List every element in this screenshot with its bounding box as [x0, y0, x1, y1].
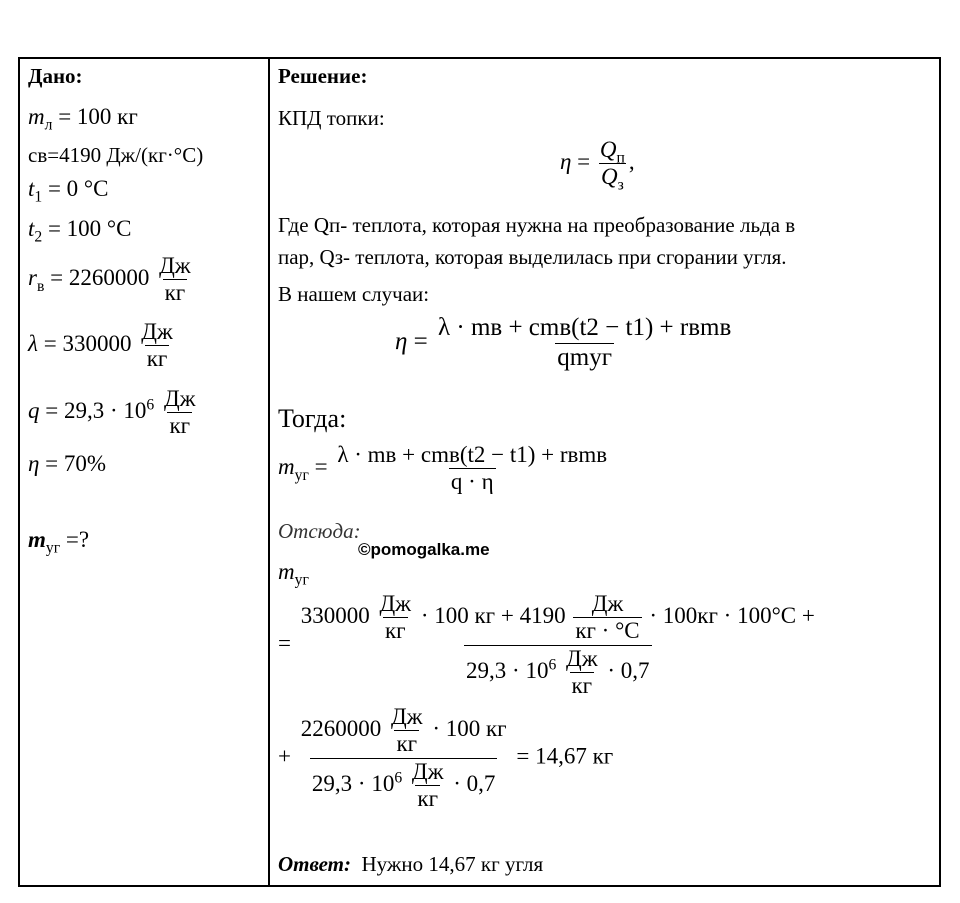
given-specific-heat: cв=4190 Дж/(кг·°С) [28, 143, 204, 167]
calculation-part-2: + 2260000 $\frac{Дж}{кг}$ · 100 кг $29,3 \cdot 10^6$ $\frac{Дж}{кг}$ · 0,7 = 14,67 кг [278, 704, 614, 812]
mass-symbol: $m_{уг}$ [278, 559, 309, 589]
task-table [18, 57, 941, 887]
given-t1: $t_1 = 0$ °C [28, 176, 109, 206]
answer-line: Ответ: Нужно 14,67 кг угля [278, 852, 544, 876]
explanation-line-1: Где Qп- теплота, которая нужна на преобразование льда в [278, 213, 796, 237]
our-case-label: В нашем случаи: [278, 282, 430, 306]
given-r-v: $r_в = 2260000$ $\frac{Дж}{кг}$ [28, 253, 191, 306]
watermark: ©pomogalka.me [358, 540, 490, 559]
given-mass-ice: $m_л = 100$ кг [28, 104, 138, 134]
explanation-line-2: пар, Qз- теплота, которая выделилась при сгорании угля. [278, 245, 787, 269]
mass-formula: $m_{уг}$ = $\frac{\text{λ · mв + cmв(t2 − t1) + rвmв}}{q \cdot \eta}$ [278, 442, 608, 495]
given-lambda: λ = 330000 $\frac{Дж}{кг}$ [28, 319, 173, 372]
given-eta: η = 70% [28, 451, 107, 476]
given-unknown: $m_{уг}$ =? [28, 527, 90, 557]
main-formula: η = $\frac{\text{λ · mв + cmв(t2 − t1) + rвmв}}{\text{qmуг}}$ [395, 314, 732, 371]
solution-heading: Решение: [278, 64, 368, 88]
given-q: $q = 29,3 \cdot 10^6$ $\frac{Дж}{кг}$ [28, 386, 196, 439]
calculation-part-1: = 330000 $\frac{Дж}{кг}$ · 100 кг + 4190 $\frac{Дж}{кг \cdot ^\circ С}$ · 100кг · 100°C + $29,3 \cdot 10^6$ $\frac{Дж}{кг}$ · 0,7 [278, 591, 815, 699]
column-divider [268, 59, 270, 885]
given-heading: Дано: [28, 64, 83, 88]
given-t2: $t_2 = 100$ °C [28, 216, 132, 246]
kpd-label: КПД топки: [278, 106, 385, 130]
then-label: Тогда: [278, 404, 347, 433]
efficiency-formula: η = $\frac{Q_п}{Q_з}$ , [560, 137, 635, 195]
hence-label: Отсюда: [278, 519, 361, 543]
